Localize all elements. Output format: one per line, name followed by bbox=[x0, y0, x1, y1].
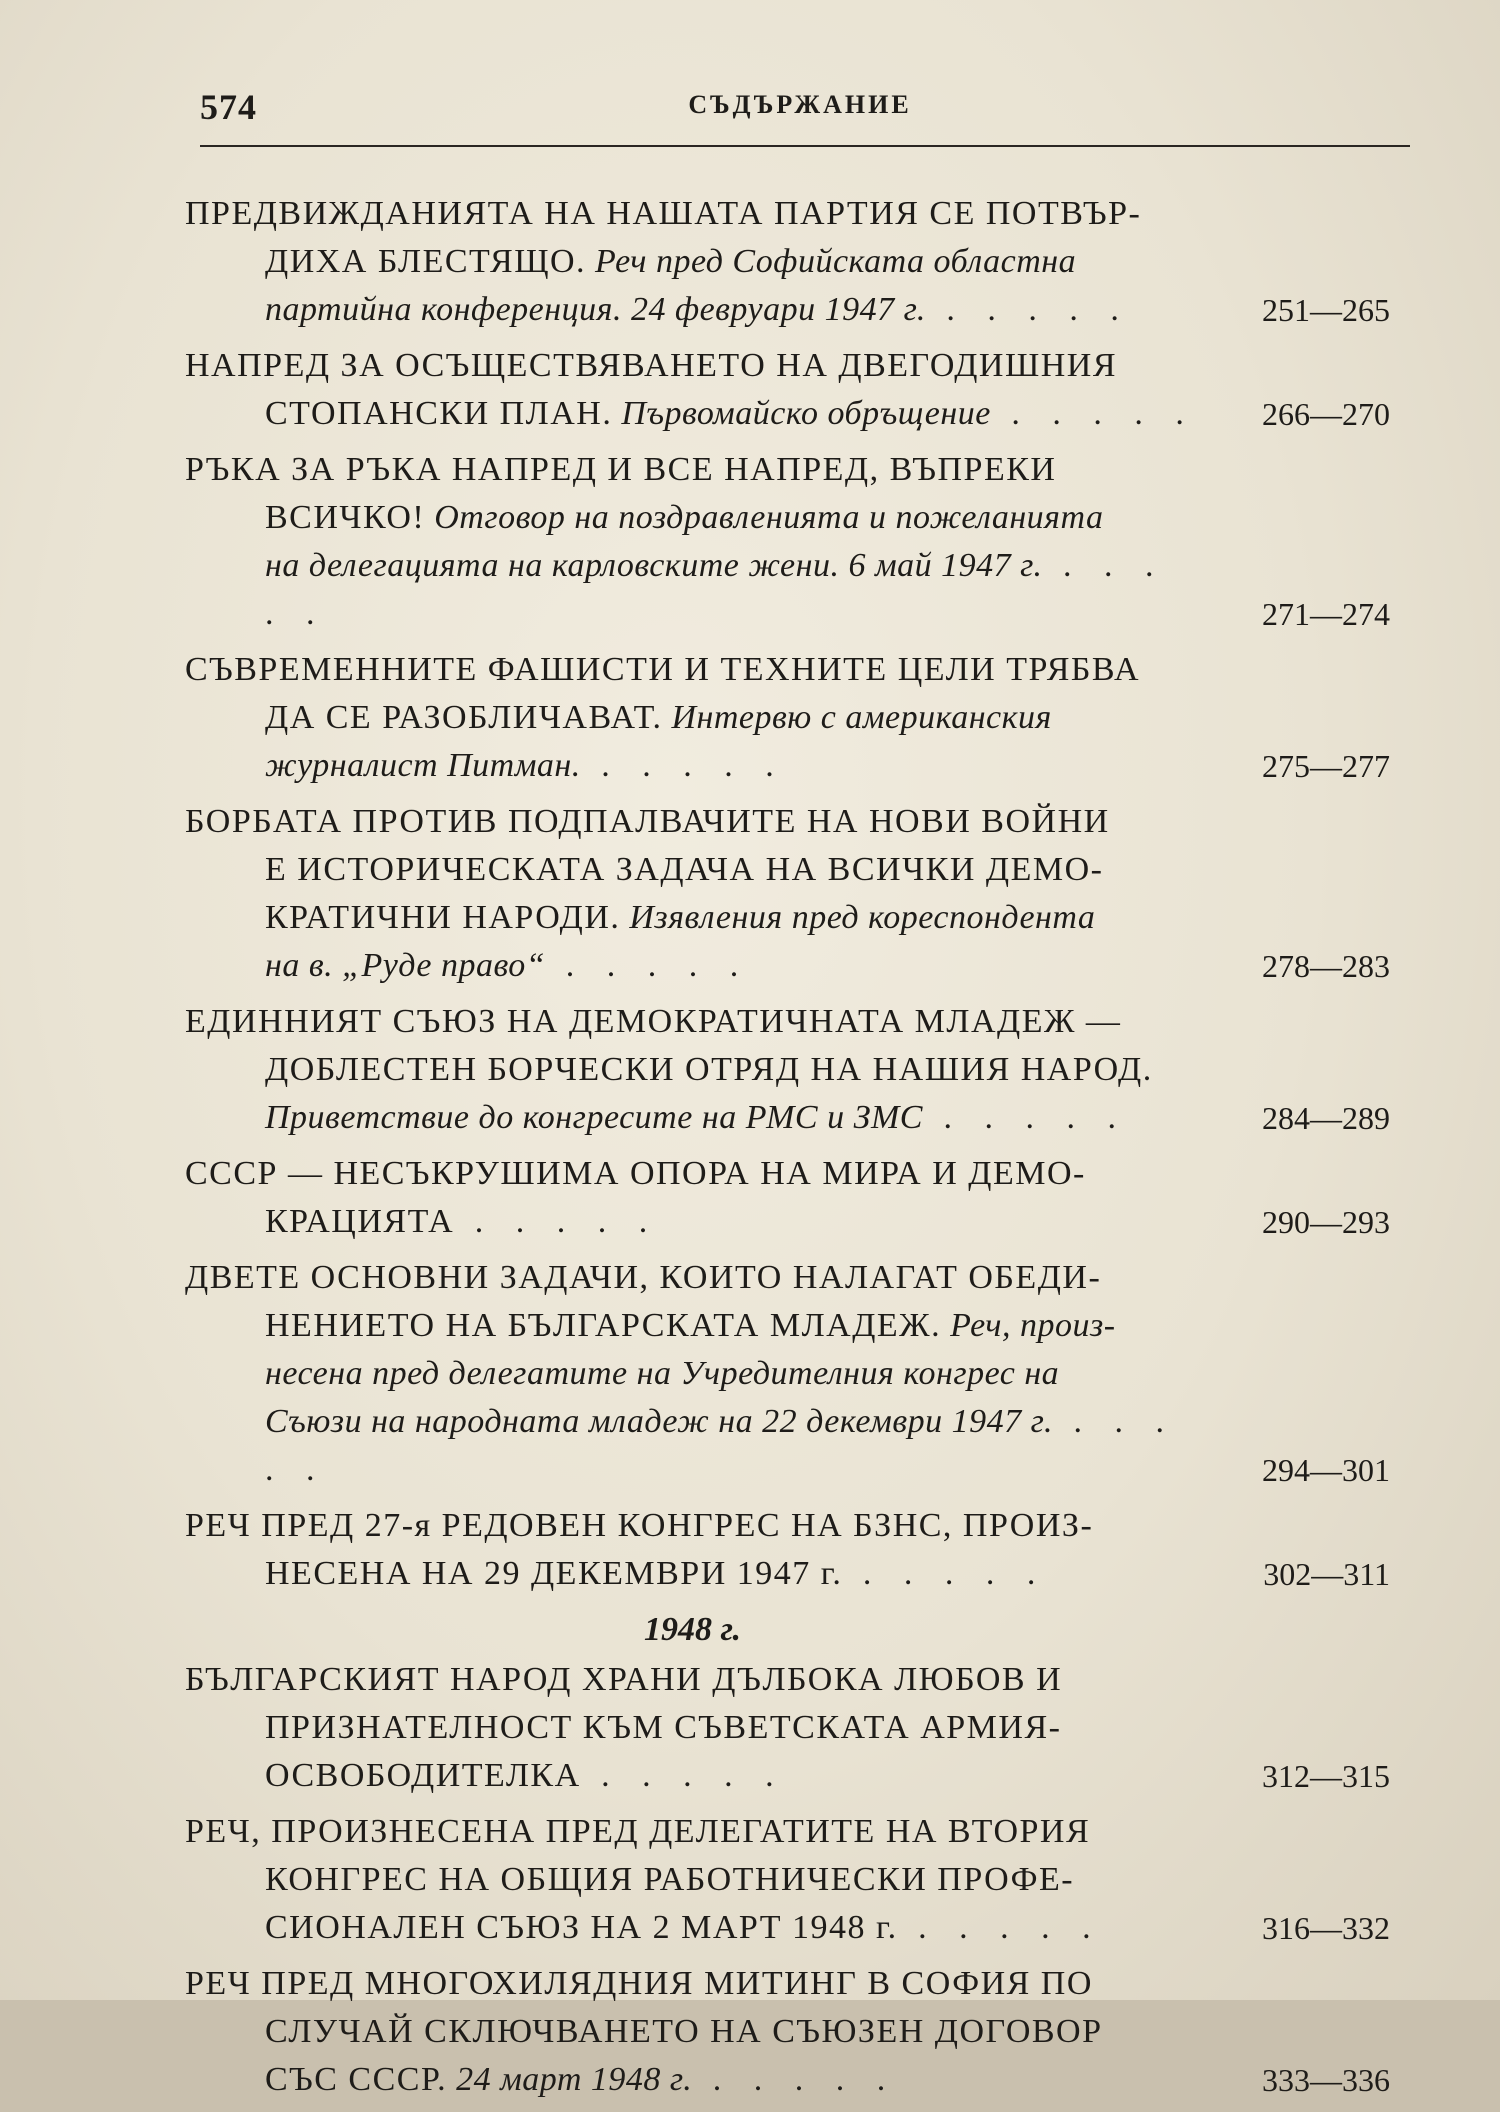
toc-entry-line bbox=[185, 1808, 1390, 1856]
toc-entry-line bbox=[185, 846, 1390, 894]
entry-subtitle: партийна конференция. 24 февруари 1947 г. bbox=[265, 291, 926, 328]
toc-entry[interactable] bbox=[185, 190, 1390, 334]
entry-title: Е ИСТОРИЧЕСКАТА ЗАДАЧА НА ВСИЧКИ ДЕМО- bbox=[265, 851, 1104, 888]
toc-entry[interactable] bbox=[185, 998, 1390, 1142]
entry-title: РЕЧ ПРЕД МНОГОХИЛЯДНИЯ МИТИНГ В СОФИЯ ПО bbox=[185, 1965, 1093, 2002]
section-year-heading: 1948 г. bbox=[643, 1611, 742, 1648]
entry-title: РЕЧ, ПРОИЗНЕСЕНА ПРЕД ДЕЛЕГАТИТЕ НА ВТОРИЯ bbox=[185, 1813, 1091, 1850]
toc-entry[interactable] bbox=[185, 1656, 1390, 1800]
toc-entry-line bbox=[185, 1656, 1390, 1704]
entry-title: ДА СЕ РАЗОБЛИЧАВАТ. bbox=[265, 699, 663, 736]
toc-entry[interactable] bbox=[185, 1960, 1390, 2104]
toc-entry-line bbox=[185, 342, 1390, 390]
entry-title: НЕСЕНА НА 29 ДЕКЕМВРИ 1947 г. bbox=[265, 1555, 843, 1592]
toc-entry[interactable] bbox=[185, 1254, 1390, 1494]
entry-title: КРАЦИЯТА bbox=[265, 1203, 455, 1240]
toc-entry[interactable] bbox=[185, 798, 1390, 990]
toc-entry-line bbox=[185, 238, 1390, 286]
dot-leader: . . . . . bbox=[692, 2061, 898, 2098]
page-number: 574 bbox=[200, 87, 257, 127]
entry-subtitle: 24 март 1948 г. bbox=[447, 2061, 693, 2098]
toc-entry-line bbox=[185, 646, 1390, 694]
dot-leader: . . . . . bbox=[580, 747, 786, 784]
entry-title: СЪВРЕМЕННИТЕ ФАШИСТИ И ТЕХНИТЕ ЦЕЛИ ТРЯБВА bbox=[185, 651, 1141, 688]
toc-entry-line bbox=[185, 390, 1390, 438]
entry-title: СИОНАЛЕН СЪЮЗ НА 2 МАРТ 1948 г. bbox=[265, 1909, 898, 1946]
toc-entry-line bbox=[185, 1856, 1390, 1904]
toc-entry[interactable] bbox=[185, 1502, 1390, 1598]
dot-leader: . . . . . bbox=[580, 1757, 786, 1794]
entry-title: КРАТИЧНИ НАРОДИ. bbox=[265, 899, 621, 936]
entry-title: БЪЛГАРСКИЯТ НАРОД ХРАНИ ДЪЛБОКА ЛЮБОВ И bbox=[185, 1661, 1063, 1698]
entry-subtitle: Реч пред Софийската областна bbox=[586, 243, 1077, 280]
toc-entry-line bbox=[185, 494, 1390, 542]
entry-title: РЕЧ ПРЕД 27-я РЕДОВЕН КОНГРЕС НА БЗНС, ПРОИЗ- bbox=[185, 1507, 1094, 1544]
page-range: 278—283 bbox=[1262, 948, 1390, 984]
entry-title: ДВЕТЕ ОСНОВНИ ЗАДАЧИ, КОИТО НАЛАГАТ ОБЕДИ- bbox=[185, 1259, 1102, 1296]
entry-subtitle: Приветствие до конгресите на РМС и ЗМС bbox=[265, 1099, 923, 1136]
toc-entry-line bbox=[185, 190, 1390, 238]
toc-entry-line bbox=[185, 446, 1390, 494]
entry-subtitle: журналист Питман. bbox=[265, 747, 581, 784]
toc-entry-line bbox=[185, 942, 1390, 990]
page-range: 290—293 bbox=[1262, 1204, 1390, 1240]
table-of-contents bbox=[185, 190, 1390, 2112]
toc-entry-line bbox=[185, 1550, 1390, 1598]
dot-leader: . . . . . bbox=[842, 1555, 1048, 1592]
entry-subtitle: Първомайско обръщение bbox=[612, 395, 991, 432]
running-title: СЪДЪРЖАНИЕ bbox=[688, 90, 912, 119]
dot-leader: . . . . . bbox=[922, 1099, 1128, 1136]
toc-entry-line bbox=[185, 1150, 1390, 1198]
toc-entry-line bbox=[185, 286, 1390, 334]
dot-leader: . . . . . bbox=[265, 547, 1166, 632]
page-range: 312—315 bbox=[1262, 1758, 1390, 1794]
entry-subtitle: Интервю с американския bbox=[662, 699, 1052, 736]
entry-title: РЪКА ЗА РЪКА НАПРЕД И ВСЕ НАПРЕД, ВЪПРЕКИ bbox=[185, 451, 1057, 488]
toc-entry-line bbox=[185, 2008, 1390, 2056]
dot-leader: . . . . . bbox=[897, 1909, 1103, 1946]
toc-entry-line bbox=[185, 1398, 1390, 1494]
page-range: 275—277 bbox=[1262, 748, 1390, 784]
toc-entry-line bbox=[185, 998, 1390, 1046]
entry-title: ПРИЗНАТЕЛНОСТ КЪМ СЪВЕТСКАТА АРМИЯ- bbox=[265, 1709, 1062, 1746]
toc-entry-line bbox=[185, 1704, 1390, 1752]
dot-leader: . . . . . bbox=[990, 395, 1196, 432]
entry-title: СССР — НЕСЪКРУШИМА ОПОРА НА МИРА И ДЕМО- bbox=[185, 1155, 1086, 1192]
toc-entry-line bbox=[185, 1302, 1390, 1350]
dot-leader: . . . . . bbox=[545, 947, 751, 984]
entry-title: КОНГРЕС НА ОБЩИЯ РАБОТНИЧЕСКИ ПРОФЕ- bbox=[265, 1861, 1075, 1898]
toc-entry[interactable] bbox=[185, 446, 1390, 638]
entry-title: ДИХА БЛЕСТЯЩО. bbox=[265, 243, 587, 280]
toc-entry[interactable] bbox=[185, 1150, 1390, 1246]
toc-entry-line bbox=[185, 2056, 1390, 2104]
entry-title: СТОПАНСКИ ПЛАН. bbox=[265, 395, 613, 432]
toc-entry-line bbox=[185, 1752, 1390, 1800]
entry-title: ОСВОБОДИТЕЛКА bbox=[265, 1757, 581, 1794]
entry-subtitle: несена пред делегатите на Учредителния конгрес на bbox=[265, 1355, 1060, 1392]
toc-entry-line bbox=[185, 1960, 1390, 2008]
entry-title: БОРБАТА ПРОТИВ ПОДПАЛВАЧИТЕ НА НОВИ ВОЙНИ bbox=[185, 803, 1110, 840]
entry-subtitle: на делегацията на карловските жени. 6 май 1947 г. bbox=[265, 547, 1043, 584]
toc-entry[interactable] bbox=[185, 342, 1390, 438]
header-rule bbox=[200, 145, 1410, 147]
toc-entry-line bbox=[185, 894, 1390, 942]
entry-subtitle: Съюзи на народната младеж на 22 декември 1947 г. bbox=[265, 1403, 1053, 1440]
entry-title: ВСИЧКО! bbox=[265, 499, 426, 536]
entry-subtitle: Изявления пред кореспондента bbox=[620, 899, 1096, 936]
page-range: 302—311 bbox=[1263, 1556, 1390, 1592]
entry-title: СЪС СССР. bbox=[265, 2061, 448, 2098]
toc-entry-line bbox=[185, 798, 1390, 846]
toc-entry-line bbox=[185, 694, 1390, 742]
page-range: 266—270 bbox=[1262, 396, 1390, 432]
entry-title: ПРЕДВИЖДАНИЯТА НА НАШАТА ПАРТИЯ СЕ ПОТВЪР- bbox=[185, 195, 1142, 232]
entry-subtitle: Реч, произ- bbox=[941, 1307, 1116, 1344]
dot-leader: . . . . . bbox=[454, 1203, 660, 1240]
entry-subtitle: Отговор на поздравленията и пожеланията bbox=[425, 499, 1104, 536]
toc-entry[interactable] bbox=[185, 646, 1390, 790]
dot-leader: . . . . . bbox=[925, 291, 1131, 328]
entry-subtitle: на в. „Руде право“ bbox=[265, 947, 546, 984]
page-range: 271—274 bbox=[1262, 596, 1390, 632]
entry-title: НАПРЕД ЗА ОСЪЩЕСТВЯВАНЕТО НА ДВЕГОДИШНИЯ bbox=[185, 347, 1118, 384]
page-range: 284—289 bbox=[1262, 1100, 1390, 1136]
entry-title: НЕНИЕТО НА БЪЛГАРСКАТА МЛАДЕЖ. bbox=[265, 1307, 942, 1344]
toc-entry-line bbox=[185, 1350, 1390, 1398]
toc-entry-line bbox=[185, 542, 1390, 638]
toc-entry-line bbox=[185, 1198, 1390, 1246]
dot-leader: . . . . . bbox=[265, 1403, 1176, 1488]
toc-entry-line bbox=[185, 742, 1390, 790]
entry-title: ЕДИННИЯТ СЪЮЗ НА ДЕМОКРАТИЧНАТА МЛАДЕЖ — bbox=[185, 1003, 1122, 1040]
page-range: 316—332 bbox=[1262, 1910, 1390, 1946]
entry-title: ДОБЛЕСТЕН БОРЧЕСКИ ОТРЯД НА НАШИЯ НАРОД. bbox=[265, 1051, 1153, 1088]
toc-entry-line bbox=[185, 1046, 1390, 1142]
toc-entry-line bbox=[185, 1502, 1390, 1550]
page-range: 294—301 bbox=[1262, 1452, 1390, 1488]
toc-entry[interactable] bbox=[185, 1808, 1390, 1952]
page-range: 333—336 bbox=[1262, 2062, 1390, 2098]
entry-title: СЛУЧАЙ СКЛЮЧВАНЕТО НА СЪЮЗЕН ДОГОВОР bbox=[265, 2013, 1103, 2050]
toc-entry-line bbox=[185, 1904, 1390, 1952]
page-range: 251—265 bbox=[1262, 292, 1390, 328]
toc-entry-line bbox=[185, 1254, 1390, 1302]
